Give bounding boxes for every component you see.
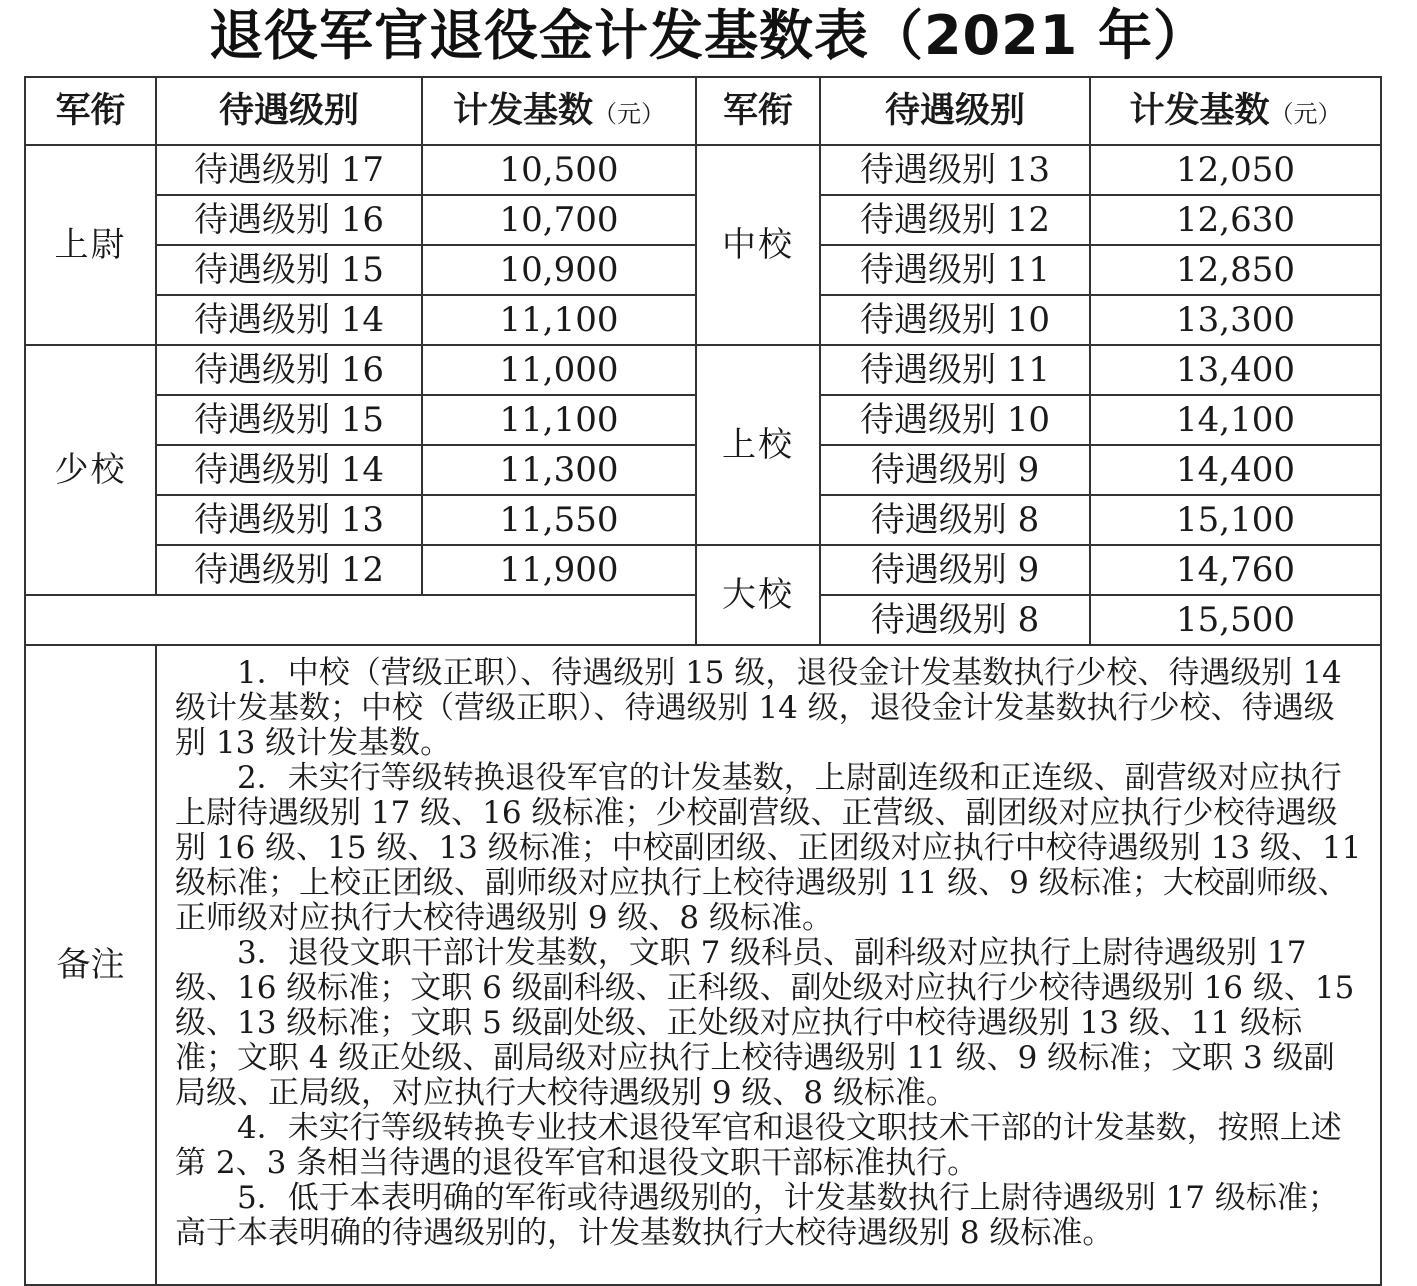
header-base-unit: （元） <box>593 99 665 128</box>
notes-body <box>156 645 1381 1285</box>
base-cell: 11,100 <box>422 395 696 445</box>
grade-cell: 待遇级别 10 <box>820 395 1090 445</box>
table-row <box>25 545 1381 595</box>
grade-cell: 待遇级别 13 <box>156 495 422 545</box>
page-title: 退役军官退役金计发基数表（2021 年） <box>208 4 1209 67</box>
header-base-left <box>422 77 696 145</box>
header-rank-left: 军衔 <box>25 77 156 145</box>
grade-cell: 待遇级别 12 <box>820 195 1090 245</box>
note-item: 5．低于本表明确的军衔或待遇级别的，计发基数执行上尉待遇级别 17 级标准；高于本表明确的待遇级别的，计发基数执行大校待遇级别 8 级标准。 <box>175 1180 1339 1251</box>
rank-major: 少校 <box>25 345 156 595</box>
notes-row <box>25 645 1381 1285</box>
grade-cell: 待遇级别 15 <box>156 395 422 445</box>
notes-label: 备注 <box>25 645 156 1285</box>
rank-lt-colonel: 中校 <box>696 145 820 345</box>
grade-cell: 待遇级别 8 <box>820 595 1090 645</box>
base-cell: 11,000 <box>422 345 696 395</box>
base-cell: 15,500 <box>1090 595 1381 645</box>
grade-cell: 待遇级别 15 <box>156 245 422 295</box>
base-cell: 11,100 <box>422 295 696 345</box>
note-item: 1．中校（营级正职）、待遇级别 15 级，退役金计发基数执行少校、待遇级别 14 级计发基数；中校（营级正职）、待遇级别 14 级，退役金计发基数执行少校、待遇级别 13 级计发基数。 <box>175 655 1342 761</box>
header-grade-right: 待遇级别 <box>820 77 1090 145</box>
base-cell: 14,400 <box>1090 445 1381 495</box>
grade-cell: 待遇级别 13 <box>820 145 1090 195</box>
rank-captain: 上尉 <box>25 145 156 345</box>
empty-cell <box>25 595 696 645</box>
base-cell: 11,900 <box>422 545 696 595</box>
table-row <box>25 145 1381 195</box>
grade-cell: 待遇级别 16 <box>156 195 422 245</box>
grade-cell: 待遇级别 8 <box>820 495 1090 545</box>
base-cell: 12,850 <box>1090 245 1381 295</box>
header-row <box>25 77 1381 145</box>
grade-cell: 待遇级别 11 <box>820 245 1090 295</box>
grade-cell: 待遇级别 14 <box>156 445 422 495</box>
base-cell: 10,500 <box>422 145 696 195</box>
grade-cell: 待遇级别 9 <box>820 545 1090 595</box>
retirement-base-table <box>24 76 1382 1286</box>
base-cell: 13,400 <box>1090 345 1381 395</box>
base-cell: 12,050 <box>1090 145 1381 195</box>
grade-cell: 待遇级别 9 <box>820 445 1090 495</box>
header-grade-left: 待遇级别 <box>156 77 422 145</box>
note-item: 2．未实行等级转换退役军官的计发基数，上尉副连级和正连级、副营级对应执行上尉待遇级别 17 级、16 级标准；少校副营级、正营级、副团级对应执行少校待遇级别 16 级、15 级、13 级标准；中校副团级、正团级对应执行中校待遇级别 13 级、11 级标准；上校正团级、副师级对应执行上校待遇级别 11 级、9 级标准；大校副师级、正师级对应执行大校待遇级别 9 级、8 级标准。 <box>175 760 1362 936</box>
header-base-label: 计发基数 <box>452 90 593 131</box>
grade-cell: 待遇级别 10 <box>820 295 1090 345</box>
header-rank-right: 军衔 <box>696 77 820 145</box>
base-cell: 15,100 <box>1090 495 1381 545</box>
grade-cell: 待遇级别 12 <box>156 545 422 595</box>
base-cell: 14,760 <box>1090 545 1381 595</box>
base-cell: 10,900 <box>422 245 696 295</box>
base-cell: 10,700 <box>422 195 696 245</box>
base-cell: 11,300 <box>422 445 696 495</box>
header-base-label: 计发基数 <box>1129 90 1270 131</box>
note-item: 4．未实行等级转换专业技术退役军官和退役文职技术干部的计发基数，按照上述第 2、3 条相当待遇的退役军官和退役文职干部标准执行。 <box>175 1110 1342 1181</box>
base-cell: 11,550 <box>422 495 696 545</box>
note-item: 3．退役文职干部计发基数，文职 7 级科员、副科级对应执行上尉待遇级别 17 级、16 级标准；文职 6 级副科级、正科级、副处级对应执行少校待遇级别 16 级、15 级、13 级标准；文职 5 级副处级、正处级对应执行中校待遇级别 13 级、11 级标准；文职 4 级正处级、副局级对应执行上校待遇级别 11 级、9 级标准；文职 3 级副局级、正局级，对应执行大校待遇级别 9 级、8 级标准。 <box>175 935 1355 1111</box>
grade-cell: 待遇级别 17 <box>156 145 422 195</box>
base-cell: 12,630 <box>1090 195 1381 245</box>
table-row <box>25 345 1381 395</box>
rank-colonel: 上校 <box>696 345 820 545</box>
grade-cell: 待遇级别 11 <box>820 345 1090 395</box>
header-base-unit: （元） <box>1269 99 1342 128</box>
base-cell: 14,100 <box>1090 395 1381 445</box>
header-base-right <box>1090 77 1381 145</box>
grade-cell: 待遇级别 16 <box>156 345 422 395</box>
grade-cell: 待遇级别 14 <box>156 295 422 345</box>
rank-senior-colonel: 大校 <box>696 545 820 645</box>
base-cell: 13,300 <box>1090 295 1381 345</box>
